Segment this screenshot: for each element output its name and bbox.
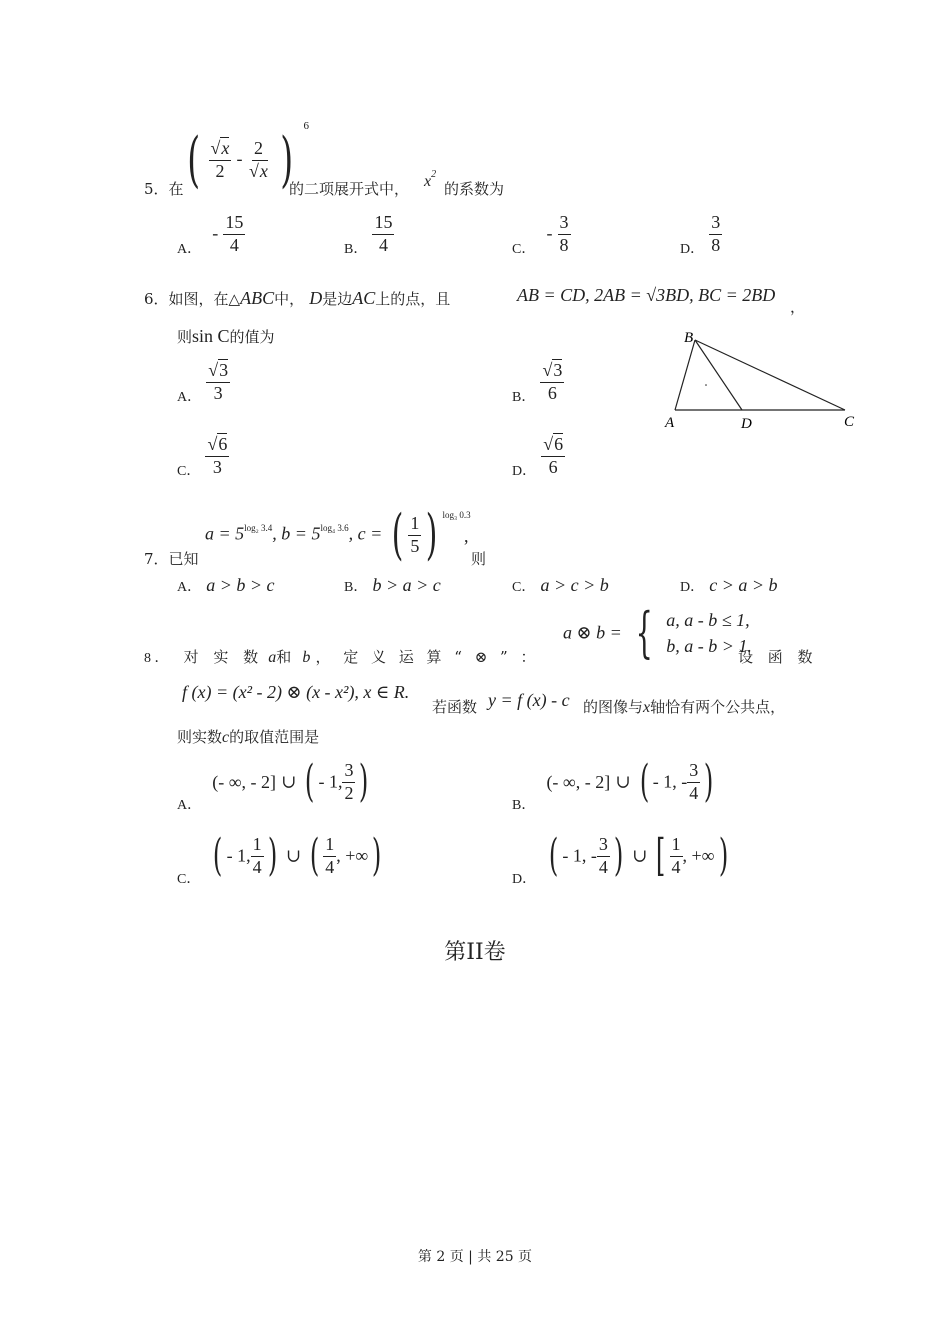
q8-yfx: y = f (x) - c [488,690,570,710]
page-footer: 第 2 页 | 共 25 页 [417,1249,533,1265]
q8-option-c[interactable]: C． ( - 1, $\frac{1}{4}$ ) ∪ ( $\frac{1}{4}$ , +∞) [177,830,382,887]
vertex-c: C [844,414,855,430]
q8-option-a[interactable]: A． (- ∞, - 2] ∪ ( - 1, $\frac{3}{2}$ ) [177,756,369,813]
edge-bc [695,340,845,410]
q6-tail: ， [790,298,806,316]
q7-option-b[interactable]: B． b > a > c [344,575,441,595]
section-title: 第II卷 [444,940,506,965]
q7-comma: , [464,526,469,546]
q6-line2: 则sin C的值为 [177,326,275,346]
q6-option-a[interactable]: A． $\frac{√3}{3}$ [177,360,229,405]
q6-triangle-figure [660,325,865,435]
q8-option-b[interactable]: B． (- ∞, - 2] ∪ ( - 1, - $\frac{3}{4}$ ) [512,756,714,813]
q6-option-d[interactable]: D． $\frac{√6}{6}$ [512,434,564,479]
q7-then: 则 [471,550,487,568]
q7-option-c[interactable]: C． a > c > b [512,575,609,595]
q6-option-b[interactable]: B． $\frac{√3}{6}$ [512,360,563,405]
q6-line1: 6．如图，在△ABC中， D是边AC上的点，且 [144,288,451,308]
q7-definitions: $a = 5^{log_2 3.4}$, $b = 5^{log_4 3.6}$, c = ( $\frac{1}{5}$ ) $^{log_3 0.3}$ [205,503,471,566]
q5-text2: 的系数为 [444,180,505,198]
q5-x: $x^2$ [424,169,437,190]
q8-option-d[interactable]: D． ( - 1, - $\frac{3}{4}$ ) ∪ [ $\frac{1}{4}$ , +∞) [512,830,728,887]
q8-line2b: 若函数 [432,698,478,716]
q6-condition: AB = CD, 2AB = √3BD, BC = 2BD [517,285,776,305]
q5-option-d[interactable]: D． $\frac{3}{8}$ [680,212,721,257]
q8-line3: 则实数c的取值范围是 [177,728,320,746]
q5-option-a[interactable]: A． - $\frac{15}{4}$ [177,212,244,257]
q6-option-c[interactable]: C． $\frac{√6}{3}$ [177,434,228,479]
q8-line2: f (x) = (x² - 2) ⊗ (x - x²), x ∈ R. [182,682,410,702]
q5-option-c[interactable]: C． - $\frac{3}{8}$ [512,212,569,257]
q7-number: 7．已知 [144,550,199,568]
q7-option-d[interactable]: D． c > a > b [680,575,778,595]
q8-t3: 设 函 数 [738,648,818,666]
q8-line1: 8 ． 对 实 数 a和 b ， 定 义 运 算 “ ⊗ ” ： [144,648,540,666]
q5-text: 的二项展开式中， [289,180,410,198]
q5-expression: ( $\frac{√x}{2}$ - $\frac{2}{√x}$ ) $^6$ [187,119,309,195]
q7-option-a[interactable]: A． a > b > c [177,575,275,595]
vertex-b: B [684,330,694,346]
q8-line2c: 的图像与x轴恰有两个公共点， [583,698,786,716]
q5-option-b[interactable]: B． $\frac{15}{4}$ [344,212,393,257]
q8-operation-def: a ⊗ b = { a, a - b ≤ 1, b, a - b > 1. [563,601,752,664]
edge-ab [675,340,695,410]
vertex-d: D [741,416,752,432]
q5-number: 5．在 [144,180,184,198]
vertex-a: A [665,415,675,431]
